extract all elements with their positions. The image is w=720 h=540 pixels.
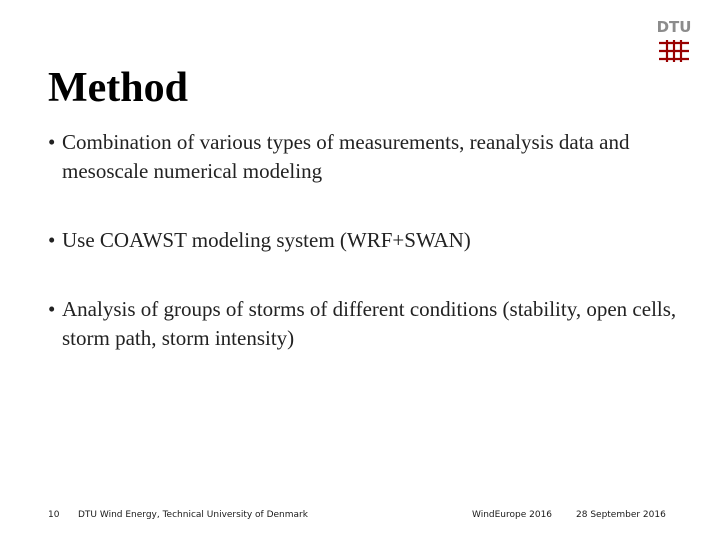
bullet-text: Analysis of groups of storms of different conditions (stability, open cells, storm path, storm intensity) [62, 297, 677, 350]
dtu-logo-text: DTU [656, 18, 692, 36]
slide-title: Method [48, 65, 188, 111]
footer-event: WindEurope 2016 [472, 510, 553, 520]
bullet-marker: • [48, 228, 56, 252]
dtu-logo-icon [659, 40, 689, 62]
bullet-marker: • [48, 297, 56, 321]
bullet-text: Combination of various types of measurements, reanalysis data and mesoscale numerical modeling [62, 130, 630, 183]
bullet-item [48, 128, 688, 186]
dtu-logo [656, 18, 692, 66]
bullet-text: Use COAWST modeling system (WRF+SWAN) [62, 228, 471, 252]
bullet-item [48, 226, 688, 255]
footer-organization: DTU Wind Energy, Technical University of Denmark [78, 510, 308, 520]
footer-date: 28 September 2016 [576, 510, 666, 520]
bullet-item [48, 295, 688, 353]
page-number: 10 [48, 510, 60, 520]
bullet-marker: • [48, 130, 56, 154]
slide-footer [0, 508, 720, 524]
